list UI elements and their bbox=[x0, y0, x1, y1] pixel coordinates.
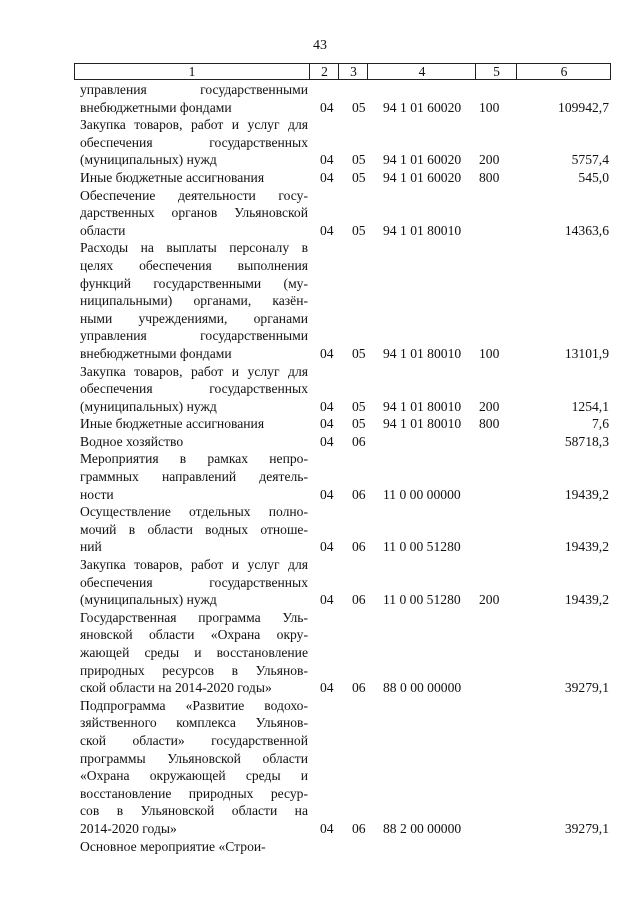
row-name-line: сов в Ульяновской области на bbox=[80, 803, 308, 819]
table-row bbox=[80, 838, 620, 856]
row-codes bbox=[80, 151, 620, 169]
table-row bbox=[80, 116, 620, 169]
row-name-line: ности bbox=[80, 486, 114, 502]
amount: 39279,1 bbox=[564, 820, 609, 836]
target-article-code: 88 0 00 00000 bbox=[383, 680, 462, 696]
subsection-code: 06 bbox=[352, 433, 366, 449]
header-col-6: 6 bbox=[516, 64, 611, 79]
row-codes bbox=[80, 169, 620, 187]
table-row bbox=[80, 169, 620, 187]
row-name-line: управления государственными bbox=[80, 82, 308, 97]
row-codes bbox=[80, 415, 620, 433]
expense-type-code: 200 bbox=[479, 592, 500, 608]
expense-type-code: 100 bbox=[479, 99, 500, 115]
row-name-line: Мероприятия в рамках непро- bbox=[80, 451, 308, 467]
table-row bbox=[80, 609, 620, 697]
table-row bbox=[80, 187, 620, 240]
row-name-line: ской области на 2014-2020 годы» bbox=[80, 680, 272, 696]
subsection-code: 06 bbox=[352, 592, 366, 608]
row-name-line: (муниципальных) нужд bbox=[80, 592, 217, 608]
target-article-code: 11 0 00 51280 bbox=[383, 592, 461, 608]
section-code: 04 bbox=[320, 433, 334, 449]
subsection-code: 05 bbox=[352, 222, 366, 238]
row-name-line: функций государственными (му- bbox=[80, 275, 308, 291]
row-name-line: (муниципальных) нужд bbox=[80, 152, 217, 168]
row-codes bbox=[80, 99, 620, 117]
row-name-line: Водное хозяйство bbox=[80, 433, 184, 449]
table-row bbox=[80, 503, 620, 556]
row-name-line: природных ресурсов в Ульянов- bbox=[80, 662, 308, 678]
amount: 14363,6 bbox=[564, 222, 609, 238]
row-name-line: 2014-2020 годы» bbox=[80, 820, 177, 836]
row-codes bbox=[80, 820, 620, 838]
row-name-line: внебюджетными фондами bbox=[80, 99, 232, 115]
subsection-code: 06 bbox=[352, 820, 366, 836]
subsection-code: 06 bbox=[352, 539, 366, 555]
amount: 109942,7 bbox=[558, 99, 609, 115]
header-col-4: 4 bbox=[367, 64, 476, 79]
row-name-line: целях обеспечения выполнения bbox=[80, 257, 308, 273]
subsection-code: 05 bbox=[352, 99, 366, 115]
amount: 19439,2 bbox=[564, 592, 609, 608]
amount: 39279,1 bbox=[564, 680, 609, 696]
table-row bbox=[80, 363, 620, 416]
row-name-line: Осуществление отдельных полно- bbox=[80, 504, 308, 520]
amount: 7,6 bbox=[592, 416, 609, 432]
section-code: 04 bbox=[320, 820, 334, 836]
section-code: 04 bbox=[320, 539, 334, 555]
amount: 19439,2 bbox=[564, 486, 609, 502]
row-codes bbox=[80, 398, 620, 416]
budget-table-body bbox=[80, 81, 620, 855]
row-name-line: обеспечения государственных bbox=[80, 381, 308, 397]
section-code: 04 bbox=[320, 222, 334, 238]
subsection-code: 05 bbox=[352, 152, 366, 168]
section-code: 04 bbox=[320, 398, 334, 414]
target-article-code: 11 0 00 00000 bbox=[383, 486, 461, 502]
row-name-line: ской области» государственной bbox=[80, 732, 308, 748]
section-code: 04 bbox=[320, 592, 334, 608]
target-article-code: 11 0 00 51280 bbox=[383, 539, 461, 555]
row-name-line: Закупка товаров, работ и услуг для bbox=[80, 117, 308, 133]
row-codes bbox=[80, 433, 620, 451]
amount: 58718,3 bbox=[564, 433, 609, 449]
section-code: 04 bbox=[320, 152, 334, 168]
subsection-code: 05 bbox=[352, 416, 366, 432]
row-name-line: «Охрана окружающей среды и bbox=[80, 768, 308, 784]
row-name-line: (муниципальных) нужд bbox=[80, 398, 217, 414]
row-name-line: мочий в области водных отноше- bbox=[80, 521, 308, 537]
row-name bbox=[80, 697, 308, 838]
amount: 545,0 bbox=[578, 169, 609, 185]
amount: 1254,1 bbox=[571, 398, 609, 414]
row-name-line: Закупка товаров, работ и услуг для bbox=[80, 557, 308, 573]
row-name-line: Обеспечение деятельности госу- bbox=[80, 187, 308, 203]
expense-type-code: 800 bbox=[479, 169, 500, 185]
row-name-line: жающей среды и восстановление bbox=[80, 645, 308, 660]
section-code: 04 bbox=[320, 486, 334, 502]
section-code: 04 bbox=[320, 680, 334, 696]
section-code: 04 bbox=[320, 345, 334, 361]
amount: 13101,9 bbox=[564, 345, 609, 361]
row-codes bbox=[80, 679, 620, 697]
subsection-code: 06 bbox=[352, 680, 366, 696]
row-codes bbox=[80, 591, 620, 609]
target-article-code: 94 1 01 60020 bbox=[383, 169, 462, 185]
table-row bbox=[80, 450, 620, 503]
row-codes bbox=[80, 345, 620, 363]
header-col-3: 3 bbox=[338, 64, 368, 79]
row-name-line: программы Ульяновской области bbox=[80, 750, 308, 766]
row-codes bbox=[80, 838, 620, 856]
row-name-line: внебюджетными фондами bbox=[80, 345, 232, 361]
row-name-line: Основное мероприятие «Строи- bbox=[80, 838, 266, 854]
header-col-5: 5 bbox=[475, 64, 517, 79]
table-row bbox=[80, 239, 620, 362]
table-row bbox=[80, 556, 620, 609]
target-article-code: 94 1 01 80010 bbox=[383, 345, 462, 361]
subsection-code: 05 bbox=[352, 345, 366, 361]
target-article-code: 94 1 01 80010 bbox=[383, 222, 462, 238]
row-codes bbox=[80, 538, 620, 556]
amount: 5757,4 bbox=[571, 152, 609, 168]
row-name-line: обеспечения государственных bbox=[80, 134, 308, 150]
row-name-line: управления государственными bbox=[80, 328, 308, 344]
row-name-line: граммных направлений деятель- bbox=[80, 469, 308, 485]
section-code: 04 bbox=[320, 99, 334, 115]
subsection-code: 06 bbox=[352, 486, 366, 502]
section-code: 04 bbox=[320, 416, 334, 432]
row-name-line: Иные бюджетные ассигнования bbox=[80, 416, 265, 432]
table-row bbox=[80, 415, 620, 433]
header-col-1: 1 bbox=[188, 64, 196, 79]
table-row bbox=[80, 697, 620, 838]
expense-type-code: 100 bbox=[479, 345, 500, 361]
expense-type-code: 200 bbox=[479, 398, 500, 414]
row-name-line: Государственная программа Уль- bbox=[80, 609, 308, 625]
row-name-line: ными учреждениями, органами bbox=[80, 310, 308, 326]
row-name-line: зяйственного комплекса Ульянов- bbox=[80, 715, 308, 731]
target-article-code: 94 1 01 60020 bbox=[383, 99, 462, 115]
row-name-line: Расходы на выплаты персоналу в bbox=[80, 240, 308, 256]
row-name-line: ний bbox=[80, 539, 102, 555]
row-name-line: яновской области «Охрана окру- bbox=[80, 627, 308, 643]
expense-type-code: 200 bbox=[479, 152, 500, 168]
row-name-line: обеспечения государственных bbox=[80, 574, 308, 590]
row-name-line: дарственных органов Ульяновской bbox=[80, 205, 308, 221]
row-name-line: Закупка товаров, работ и услуг для bbox=[80, 363, 308, 379]
table-row bbox=[80, 433, 620, 451]
page-number: 43 bbox=[313, 38, 327, 53]
row-name-line: области bbox=[80, 222, 126, 238]
amount: 19439,2 bbox=[564, 539, 609, 555]
target-article-code: 94 1 01 80010 bbox=[383, 416, 462, 432]
header-col-2: 2 bbox=[309, 64, 339, 79]
subsection-code: 05 bbox=[352, 398, 366, 414]
row-name-line: Иные бюджетные ассигнования bbox=[80, 169, 265, 185]
subsection-code: 05 bbox=[352, 169, 366, 185]
row-name-line: ниципальными) органами, казён- bbox=[80, 293, 308, 309]
table-header bbox=[74, 63, 611, 80]
row-name-line: Подпрограмма «Развитие водохо- bbox=[80, 697, 308, 713]
section-code: 04 bbox=[320, 169, 334, 185]
target-article-code: 94 1 01 60020 bbox=[383, 152, 462, 168]
table-row bbox=[80, 81, 620, 116]
target-article-code: 94 1 01 80010 bbox=[383, 398, 462, 414]
row-codes bbox=[80, 222, 620, 240]
row-codes bbox=[80, 486, 620, 504]
row-name-line: восстановление природных ресур- bbox=[80, 785, 308, 801]
target-article-code: 88 2 00 00000 bbox=[383, 820, 462, 836]
expense-type-code: 800 bbox=[479, 416, 500, 432]
